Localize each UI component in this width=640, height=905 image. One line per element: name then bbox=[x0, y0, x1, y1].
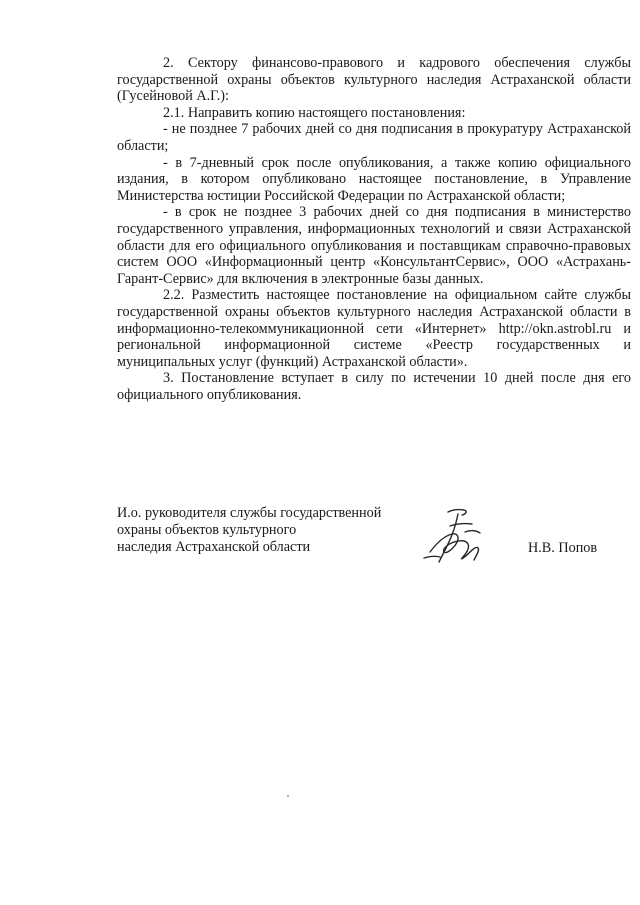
paragraph-2-1-item-ministry: - в срок не позднее 3 рабочих дней со дня подписания в министерство государственного управления, информационных технологий и связи Астраханской области для его официального опубликования и поставщикам справочно-правовых систем ООО «Информационный центр «КонсультантСервис», ООО «Астрахань-Гарант-Сервис» для включения в электронные базы данных. bbox=[117, 204, 631, 287]
signer-name: Н.В. Попов bbox=[528, 540, 598, 556]
paragraph-2-1-item-prosecutor: - не позднее 7 рабочих дней со дня подписания в прокуратуру Астраханской области; bbox=[117, 121, 631, 154]
paragraph-2: 2. Сектору финансово-правового и кадрового обеспечения службы государственной охраны объектов культурного наследия Астраханской области (Гусейновой А.Г.): bbox=[117, 55, 631, 105]
handwritten-signature bbox=[418, 506, 496, 568]
signer-position bbox=[117, 505, 417, 556]
paragraph-3: 3. Постановление вступает в силу по истечении 10 дней после дня его официального опубликования. bbox=[117, 370, 631, 403]
signer-position-line-1: И.о. руководителя службы государственной bbox=[117, 505, 382, 521]
paragraph-2-2: 2.2. Разместить настоящее постановление на официальном сайте службы государственной охраны объектов культурного наследия Астраханской области в информационно-телекоммуникационной сети «Интернет» http://okn.astrobl.ru и региональной информационной системе «Реестр государственных и муниципальных услуг (функций) Астраханской области». bbox=[117, 287, 631, 370]
paragraph-2-1: 2.1. Направить копию настоящего постановления: bbox=[163, 104, 466, 121]
signer-position-line-2: охраны объектов культурного bbox=[117, 522, 297, 538]
signer-position-line-3: наследия Астраханской области bbox=[117, 539, 311, 555]
paragraph-2-1-item-justice: - в 7-дневный срок после опубликования, а также копию официального издания, в котором опубликовано настоящее постановление, в Управление Министерства юстиции Российской Федерации по Астраханской области; bbox=[117, 154, 631, 204]
scan-speck bbox=[287, 795, 289, 797]
document-body bbox=[117, 55, 631, 403]
